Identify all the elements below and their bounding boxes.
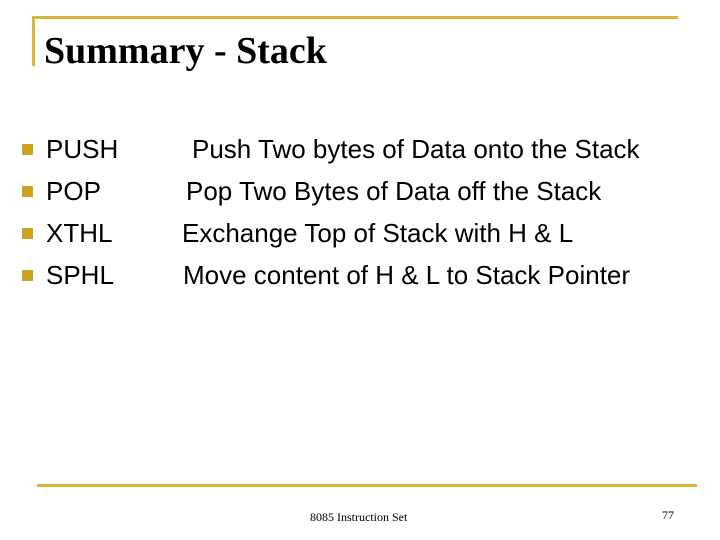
footer-caption: 8085 Instruction Set: [310, 510, 408, 524]
square-bullet-icon: [22, 228, 33, 239]
instruction-description: Push Two bytes of Data onto the Stack: [192, 134, 640, 164]
instruction-mnemonic: SPHL: [46, 260, 114, 290]
square-bullet-icon: [22, 144, 33, 155]
bottom-rule: [37, 484, 697, 487]
top-rule: [32, 16, 678, 19]
left-rule: [32, 16, 35, 66]
square-bullet-icon: [22, 270, 33, 281]
square-bullet-icon: [22, 186, 33, 197]
page-number: 77: [662, 508, 674, 522]
instruction-mnemonic: PUSH: [46, 134, 119, 164]
instruction-description: Move content of H & L to Stack Pointer: [183, 260, 631, 290]
slide-title: Summary - Stack: [44, 30, 327, 72]
instruction-description: Pop Two Bytes of Data off the Stack: [186, 176, 602, 206]
instruction-mnemonic: POP: [46, 176, 101, 206]
instruction-mnemonic: XTHL: [46, 218, 113, 248]
instruction-description: Exchange Top of Stack with H & L: [182, 218, 574, 248]
